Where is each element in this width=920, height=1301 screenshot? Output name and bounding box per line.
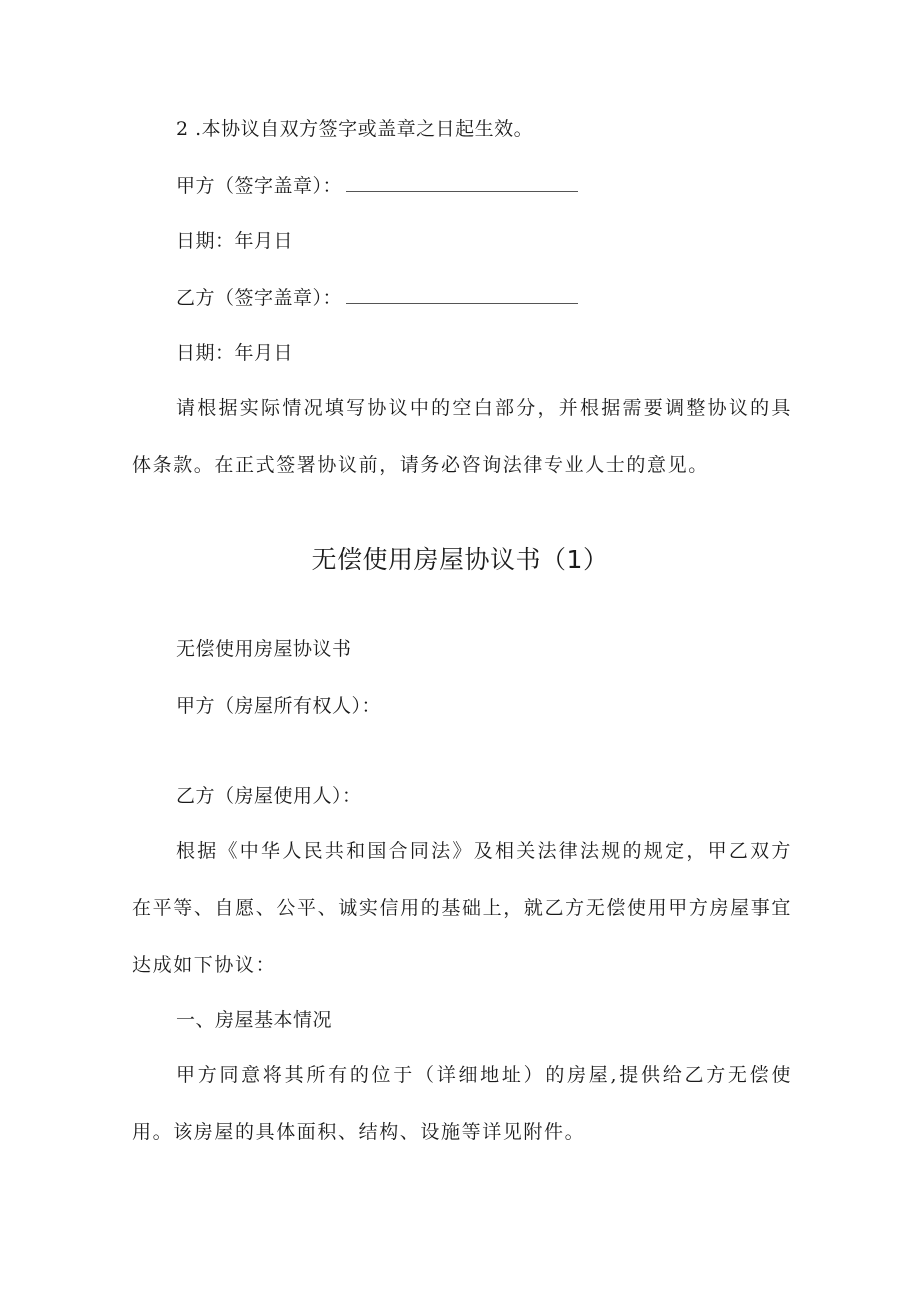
- clause-2-effective: 2 .本协议自双方签字或盖章之日起生效。: [176, 118, 534, 140]
- party-a-signature-blank: [346, 173, 578, 192]
- party-a-signature-label: 甲方（签字盖章）：: [176, 175, 343, 197]
- party-b-date: 日期：年月日: [176, 342, 294, 364]
- agreement-intro: 根据《中华人民共和国合同法》及相关法律法规的规定，甲乙双方在平等、自愿、公平、诚实信用的基础上，就乙方无偿使用甲方房屋事宜达成如下协议：: [132, 840, 792, 976]
- party-b-signature-row: [176, 285, 578, 310]
- party-a-signature-row: [176, 173, 578, 198]
- section-1-heading: 一、房屋基本情况: [176, 1009, 333, 1031]
- party-b-user: 乙方（房屋使用人）：: [176, 785, 362, 807]
- party-b-signature-label: 乙方（签字盖章）：: [176, 287, 343, 309]
- fill-in-note: 请根据实际情况填写协议中的空白部分，并根据需要调整协议的具体条款。在正式签署协议前，请务必咨询法律专业人士的意见。: [132, 397, 792, 476]
- document-title: 无偿使用房屋协议书（1）: [311, 545, 609, 574]
- section-1-body: 甲方同意将其所有的位于（详细地址）的房屋,提供给乙方无偿使用。该房屋的具体面积、结构、设施等详见附件。: [132, 1064, 792, 1143]
- agreement-subtitle: 无偿使用房屋协议书: [176, 638, 352, 660]
- party-a-date: 日期：年月日: [176, 230, 294, 252]
- party-a-owner: 甲方（房屋所有权人）：: [176, 695, 382, 717]
- party-b-signature-blank: [346, 285, 578, 304]
